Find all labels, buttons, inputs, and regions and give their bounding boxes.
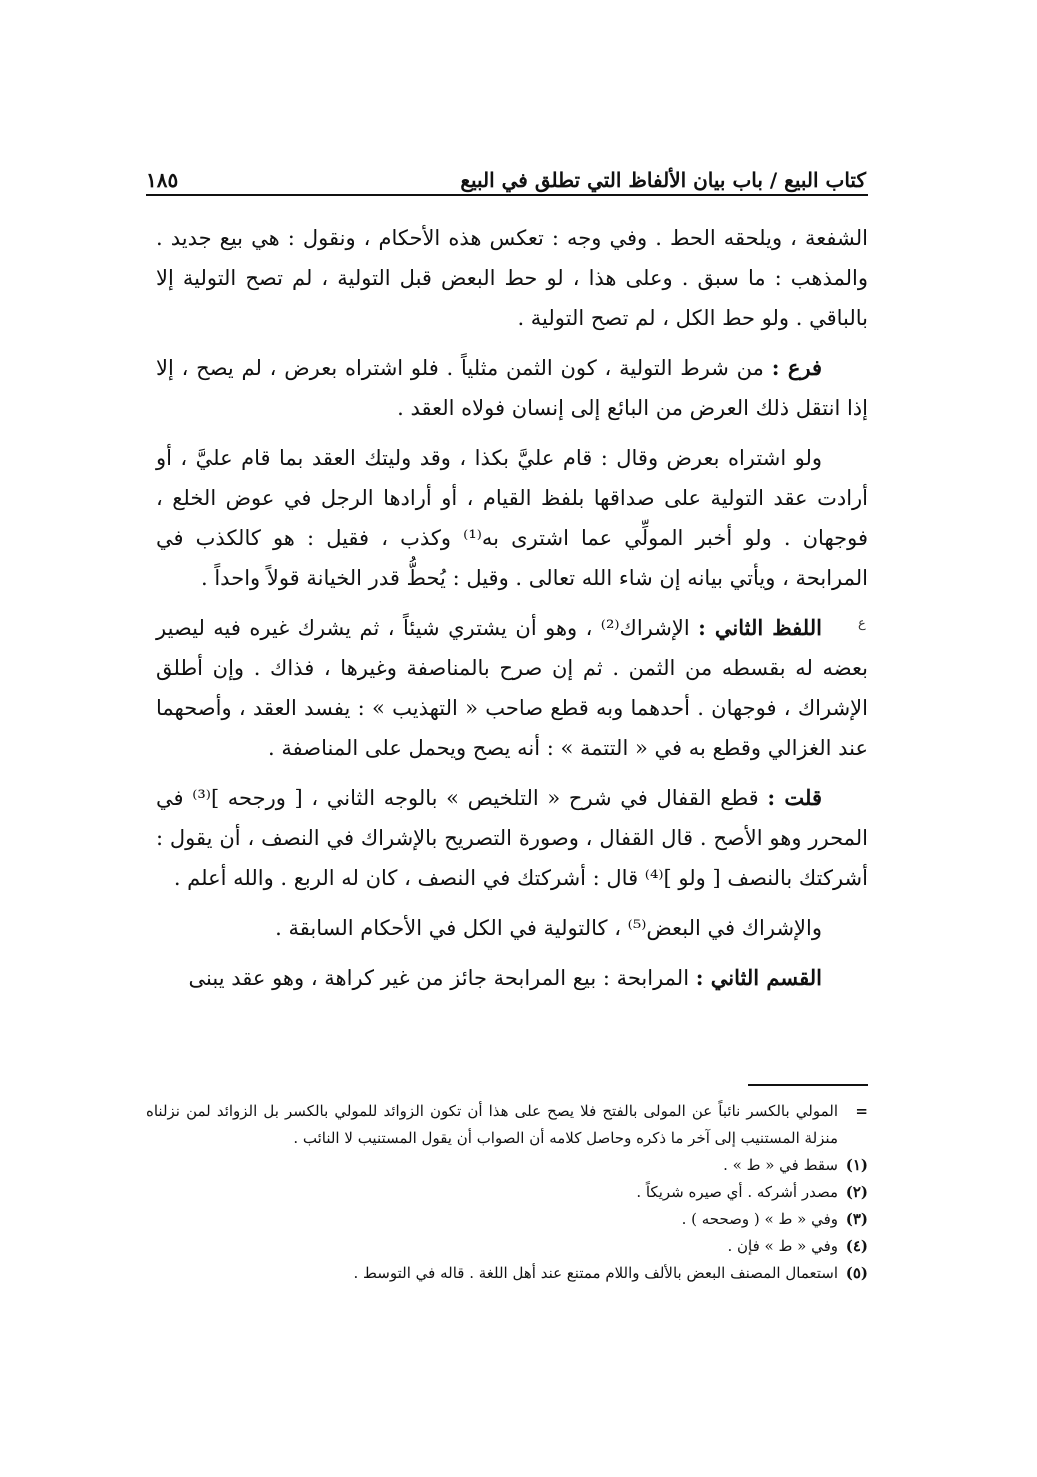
footnote-text: وفي « ط » فإن .: [727, 1237, 838, 1255]
running-header: [146, 150, 866, 192]
main-text: [156, 218, 868, 1008]
footnote: [146, 1260, 868, 1287]
paragraph-text: ولو اشتراه بعرض وقال : قام عليَّ بكذا ، وقد وليتك العقد بما قام عليَّ ، أو أرادت عقد التولية على صداقها بلفظ القيام ، أو أرادها الرجل في عوض الخلع ، فوجهان . ولو أخبر المولِّي عما اشترى به⁽¹⁾ وكذب ، فقيل : هو كالكذب في المرابحة ، ويأتي بيانه إن شاء الله تعالى . وقيل : يُحطُّ قدر الخيانة قولاً واحداً .: [156, 446, 868, 590]
footnote-text: استعمال المصنف البعض بالألف واللام ممتنع عند أهل اللغة . قاله في التوسط .: [353, 1264, 838, 1282]
paragraph-text: الإشراك⁽²⁾ ، وهو أن يشتري شيئاً ، ثم يشرك غيره فيه ليصير بعضه له بقسطه من الثمن . ثم إن صرح بالمناصفة وغيرها ، فذاك . وإن أطلق الإشراك ، فوجهان . أحدهما وبه قطع صاحب « التهذيب » : يفسد العقد ، وأصحهما عند الغزالي وقطع به في « التتمة » : أنه يصح ويحمل على المناصفة .: [156, 616, 868, 760]
footnote-continuation: [146, 1098, 868, 1152]
paragraph-text: الشفعة ، ويلحقه الحط . وفي وجه : تعكس هذه الأحكام ، ونقول : هي بيع جديد . والمذهب : ما سبق . وعلى هذا ، لو حط البعض قبل التولية ، لم تصح التولية إلا بالباقي . ولو حط الكل ، لم تصح التولية .: [156, 226, 868, 330]
section-lead: اللفظ الثاني :: [698, 615, 822, 640]
footnote-rule: [748, 1084, 868, 1086]
footnote-number: (١): [845, 1156, 868, 1174]
running-title: كتاب البيع / باب بيان الألفاظ التي تطلق في البيع: [460, 168, 866, 192]
footnote: [146, 1206, 868, 1233]
margin-mark: ع: [858, 616, 866, 631]
paragraph: [156, 218, 868, 338]
paragraph: [156, 908, 868, 948]
footnote-text: سقط في « ط » .: [723, 1156, 838, 1174]
footnote: [146, 1233, 868, 1260]
paragraph-text: قطع القفال في شرح « التلخيص » بالوجه الثاني ، [ ورجحه ]⁽³⁾ في المحرر وهو الأصح . قال القفال ، وصورة التصريح بالإشراك في النصف ، أن يقول : أشركتك بالنصف [ ولو ]⁽⁴⁾ قال : أشركتك في النصف ، كان له الربع . والله أعلم .: [156, 786, 868, 890]
header-rule: [146, 194, 868, 196]
footnote-number: (٤): [845, 1237, 868, 1255]
paragraph: [156, 608, 868, 768]
paragraph: [156, 778, 868, 898]
section-lead: فرع :: [771, 355, 823, 380]
page-number: ١٨٥: [146, 168, 179, 192]
footnote-marker: =: [855, 1102, 868, 1120]
footnote-number: (٣): [845, 1210, 868, 1228]
footnote: [146, 1152, 868, 1179]
paragraph: [156, 438, 868, 598]
paragraph: [156, 958, 868, 998]
footnote-text: وفي « ط » ( وصححه ) .: [681, 1210, 838, 1228]
footnote-text: المولي بالكسر نائباً عن المولى بالفتح فلا يصح على هذا أن تكون الزوائد للمولي بالكسر بل الزوائد لمن نزلناه منزلة المستنيب إلى آخر ما ذكره وحاصل كلامه أن الصواب أن يقول المستنيب لا النائب .: [146, 1102, 838, 1147]
paragraph: [156, 348, 868, 428]
footnote: [146, 1179, 868, 1206]
paragraph-text: والإشراك في البعض⁽⁵⁾ ، كالتولية في الكل في الأحكام السابقة .: [275, 916, 822, 940]
footnote-number: (٢): [845, 1183, 868, 1201]
section-lead: القسم الثاني :: [695, 965, 822, 990]
paragraph-text: المرابحة : بيع المرابحة جائز من غير كراهة ، وهو عقد يبنى: [188, 966, 690, 990]
footnote-number: (٥): [845, 1264, 868, 1282]
paragraph-text: من شرط التولية ، كون الثمن مثلياً . فلو اشتراه بعرض ، لم يصح ، إلا إذا انتقل ذلك العرض من البائع إلى إنسان فولاه العقد .: [156, 356, 868, 420]
footnotes: [146, 1098, 868, 1287]
footnote-text: مصدر أشركه . أي صيره شريكاً .: [636, 1183, 838, 1201]
section-lead: قلت :: [767, 785, 823, 810]
